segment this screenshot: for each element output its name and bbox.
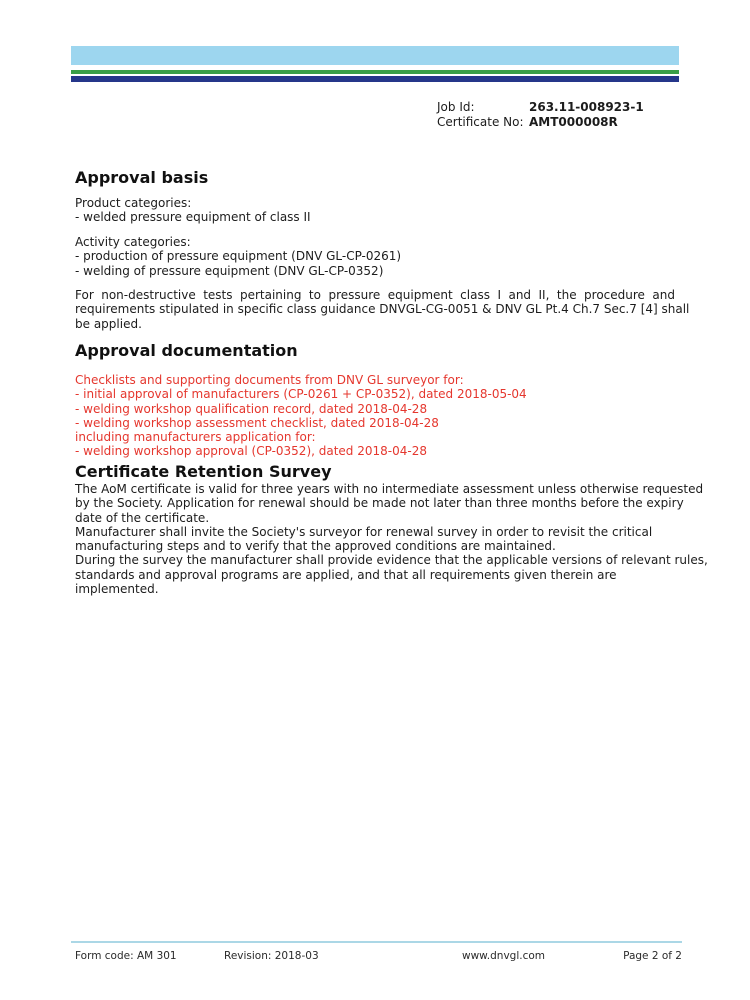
activity-categories-paragraph [75,235,675,278]
paragraph-line: requirements stipulated in specific class guidance DNVGL-CG-0051 & DNV GL Pt.4 Ch.7 Sec.7 [4] shall [75,302,690,317]
paragraph-line: be applied. [75,316,142,331]
product-categories-paragraph [75,196,675,225]
footer-divider-line [71,941,682,943]
red-list-line: - initial approval of manufacturers (CP-0261 + CP-0352), dated 2018-05-04 [75,387,527,402]
job-id-value: 263.11-008923-1 [529,100,644,114]
approval-documentation-list [75,373,675,459]
red-list-line: including manufacturers application for: [75,430,316,445]
certificate-retention-survey-heading: Certificate Retention Survey [75,462,332,481]
paragraph-line: standards and approval programs are applied, and that all requirements given therein are [75,567,617,582]
approval-basis-heading: Approval basis [75,168,209,187]
paragraph-line: Activity categories: [75,235,191,249]
job-id-row [437,100,644,115]
paragraph-line: For non-destructive tests pertaining to pressure equipment class I and II, the procedure and [75,288,675,302]
certificate-retention-survey-paragraph [75,482,708,597]
paragraph-line: - welded pressure equipment of class II [75,210,311,225]
red-list-line: - welding workshop qualification record, dated 2018-04-28 [75,401,428,416]
approval-documentation-heading: Approval documentation [75,341,298,360]
job-id-label: Job Id: [437,100,475,114]
footer-page-number: Page 2 of 2 [623,950,682,962]
header-bar-navy [71,76,679,82]
paragraph-line: Manufacturer shall invite the Society's surveyor for renewal survey in order to revisit the critical [75,524,653,539]
red-list-line: Checklists and supporting documents from DNV GL surveyor for: [75,373,464,387]
paragraph-line: manufacturing steps and to verify that the approved conditions are maintained. [75,539,556,554]
document-identifiers [437,100,644,130]
paragraph-line: During the survey the manufacturer shall provide evidence that the applicable versions of relevant rules, [75,553,708,568]
certificate-no-row [437,115,644,130]
paragraph-line: by the Society. Application for renewal should be made not later than three months before the expiry [75,496,684,511]
footer-website: www.dnvgl.com [462,950,546,962]
header-bar-green [71,70,679,74]
red-list-line: - welding workshop assessment checklist, dated 2018-04-28 [75,415,439,430]
paragraph-line: - welding of pressure equipment (DNV GL-CP-0352) [75,263,384,278]
paragraph-line: The AoM certificate is valid for three years with no intermediate assessment unless otherwise requested [75,482,704,496]
paragraph-line: implemented. [75,582,159,597]
footer-revision: Revision: 2018-03 [224,950,319,962]
ndt-requirements-paragraph [75,288,690,331]
paragraph-line: - production of pressure equipment (DNV GL-CP-0261) [75,249,402,264]
paragraph-line: date of the certificate. [75,510,210,525]
certificate-no-label: Certificate No: [437,115,524,129]
red-list-line: - welding workshop approval (CP-0352), dated 2018-04-28 [75,444,427,459]
header-bar-light-blue [71,46,679,65]
paragraph-line: Product categories: [75,196,192,210]
certificate-no-value: AMT000008R [529,115,618,129]
footer-form-code: Form code: AM 301 [75,950,177,962]
